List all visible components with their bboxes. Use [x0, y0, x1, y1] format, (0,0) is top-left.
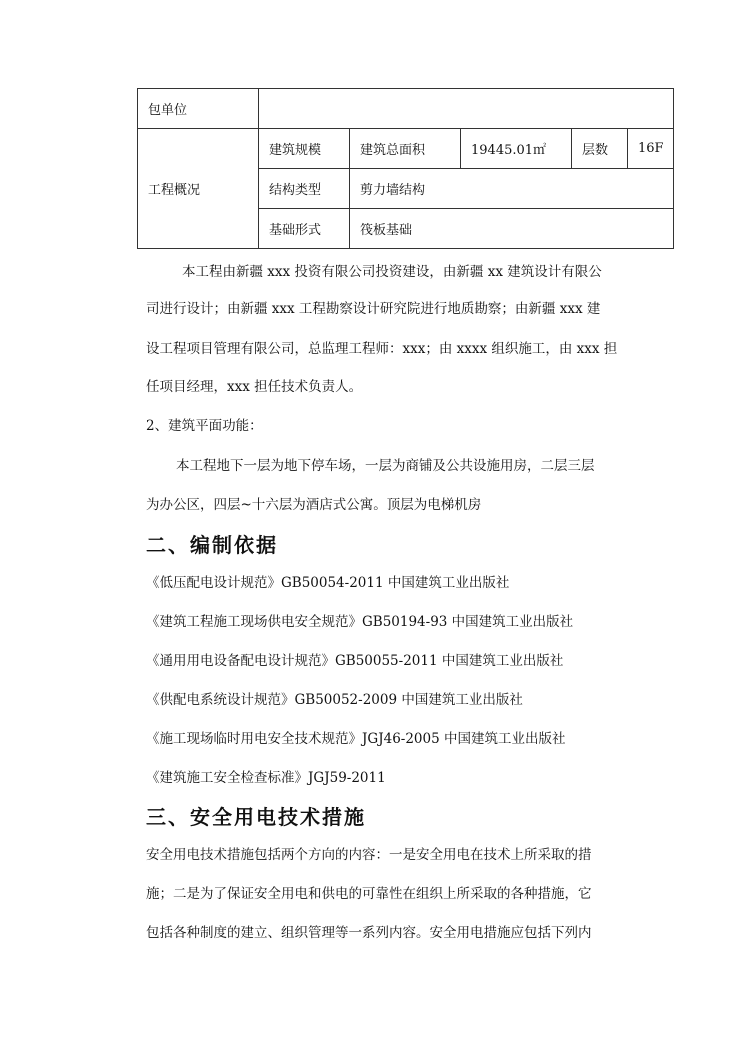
safety-line: 安全用电技术措施包括两个方向的内容：一是安全用电在技术上所采取的措 [146, 847, 592, 863]
floors-label: 层数 [572, 129, 628, 169]
structure-type-value: 剪力墙结构 [350, 169, 674, 209]
function-line: 本工程地下一层为地下停车场，一层为商铺及公共设施用房，二层三层 [176, 458, 595, 474]
function-line: 为办公区，四层~十六层为酒店式公寓。顶层为电梯机房 [146, 497, 482, 513]
project-overview-label: 工程概况 [138, 129, 259, 249]
function-title: 2、建筑平面功能： [146, 418, 263, 434]
reference-item: 《施工现场临时用电安全技术规范》JGJ46-2005 中国建筑工业出版社 [146, 731, 566, 747]
reference-item: 《供配电系统设计规范》GB50052-2009 中国建筑工业出版社 [146, 692, 523, 708]
reference-item: 《建筑工程施工现场供电安全规范》GB50194-93 中国建筑工业出版社 [146, 614, 574, 630]
table-row [138, 89, 674, 129]
contractor-value [259, 89, 674, 129]
foundation-label: 基础形式 [259, 209, 350, 249]
foundation-value: 筏板基础 [350, 209, 674, 249]
floors-value: 16F [628, 129, 674, 169]
intro-line: 司进行设计；由新疆 xxx 工程勘察设计研究院进行地质勘察；由新疆 xxx 建 [146, 301, 601, 317]
total-area-label: 建筑总面积 [350, 129, 461, 169]
reference-item: 《低压配电设计规范》GB50054-2011 中国建筑工业出版社 [146, 575, 510, 591]
intro-line: 设工程项目管理有限公司，总监理工程师：xxx；由 xxxx 组织施工，由 xxx 担 [146, 341, 618, 357]
intro-line: 任项目经理，xxx 担任技术负责人。 [146, 379, 363, 395]
section-heading-basis: 二、编制依据 [146, 533, 278, 557]
contractor-label: 包单位 [138, 89, 259, 129]
scale-label: 建筑规模 [259, 129, 350, 169]
total-area-value: 19445.01㎡ [461, 129, 572, 169]
safety-line: 施；二是为了保证安全用电和供电的可靠性在组织上所采取的各种措施，它 [146, 886, 592, 902]
safety-line: 包括各种制度的建立、组织管理等一系列内容。安全用电措施应包括下列内 [146, 925, 592, 941]
reference-item: 《通用用电设备配电设计规范》GB50055-2011 中国建筑工业出版社 [146, 653, 564, 669]
intro-line: 本工程由新疆 xxx 投资有限公司投资建设，由新疆 xx 建筑设计有限公 [182, 264, 602, 280]
structure-type-label: 结构类型 [259, 169, 350, 209]
reference-item: 《建筑施工安全检查标准》JGJ59-2011 [146, 770, 386, 786]
section-heading-safety: 三、安全用电技术措施 [146, 805, 366, 829]
project-info-table [137, 88, 674, 249]
table-row [138, 129, 674, 169]
